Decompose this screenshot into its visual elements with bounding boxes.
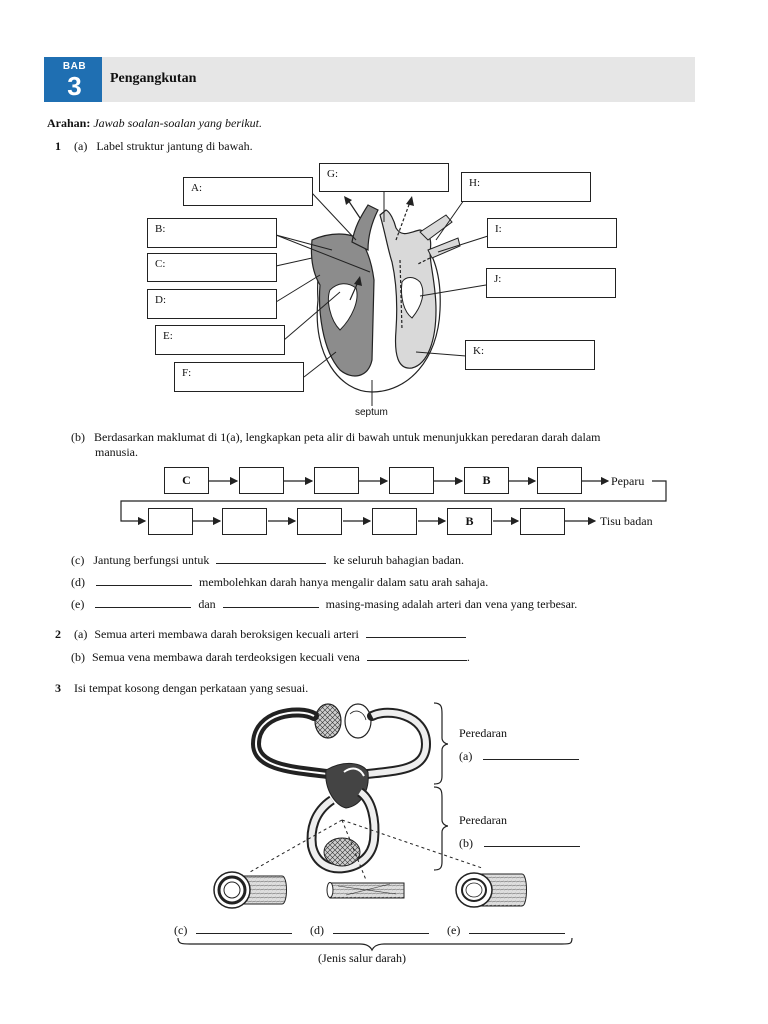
- q1b-label: (b): [71, 430, 85, 444]
- q2a-label: (a): [74, 627, 88, 641]
- q3e-blank[interactable]: [469, 923, 565, 934]
- q1b-text: Berdasarkan maklumat di 1(a), lengkapkan peta alir di bawah untuk menunjukkan peredaran darah dalam: [94, 430, 601, 444]
- q1-number: 1: [55, 139, 61, 153]
- q1e-label: (e): [71, 597, 85, 611]
- q1e-text-mid: dan: [198, 597, 216, 611]
- heart-label-k-text: K:: [473, 345, 484, 357]
- heart-label-i-text: I:: [495, 223, 502, 235]
- heart-label-e-text: E:: [163, 330, 173, 342]
- q3a-line: [459, 749, 579, 763]
- q2a-text: Semua arteri membawa darah beroksigen kecuali arteri: [94, 627, 359, 641]
- q1a-text: Label struktur jantung di bawah.: [96, 139, 253, 153]
- flow-box-r2-5[interactable]: B: [447, 508, 492, 535]
- septum-label: septum: [355, 407, 388, 418]
- heart-label-a-text: A:: [191, 182, 202, 194]
- q1c-text-after: ke seluruh bahagian badan.: [333, 553, 464, 567]
- heart-label-g-text: G:: [327, 168, 338, 180]
- flow-end-peparu: Peparu: [611, 474, 645, 488]
- q2-number: 2: [55, 627, 61, 641]
- q3d-line: [310, 923, 429, 937]
- chapter-title: Pengangkutan: [110, 71, 197, 86]
- heart-label-b-text: B:: [155, 223, 166, 235]
- chapter-badge-label: BAB: [62, 61, 87, 72]
- q3-peredaran-b: Peredaran: [459, 813, 507, 827]
- heart-label-d-text: D:: [155, 294, 166, 306]
- q2b-text: Semua vena membawa darah terdeoksigen kecuali vena: [92, 650, 360, 664]
- q3e-label: (e): [447, 923, 461, 937]
- heart-label-f-text: F:: [182, 367, 192, 379]
- heart-label-c-text: C:: [155, 258, 166, 270]
- q3b-line: [459, 836, 580, 850]
- q3-caption: (Jenis salur darah): [318, 951, 406, 965]
- q3e-line: [447, 923, 565, 937]
- q1d-text: membolehkan darah hanya mengalir dalam satu arah sahaja.: [199, 575, 489, 589]
- q3d-label: (d): [310, 923, 324, 937]
- q3-text: Isi tempat kosong dengan perkataan yang sesuai.: [74, 681, 309, 695]
- q3-number: 3: [55, 681, 61, 695]
- q3a-label: (a): [459, 749, 473, 763]
- q2b-label: (b): [71, 650, 85, 664]
- q1d-label: (d): [71, 575, 85, 589]
- q3-peredaran-a: Peredaran: [459, 726, 507, 740]
- q3a-blank[interactable]: [483, 749, 579, 760]
- flow-end-tisu-badan: Tisu badan: [600, 514, 653, 528]
- chapter-number: 3: [67, 71, 82, 101]
- q3d-blank[interactable]: [333, 923, 429, 934]
- q3b-blank[interactable]: [484, 836, 580, 847]
- q3c-line: [174, 923, 292, 937]
- q2b-end: .: [466, 650, 470, 664]
- flow-box-r1-1[interactable]: C: [164, 467, 209, 494]
- q1a-label: (a): [74, 139, 88, 153]
- flow-box-r1-5[interactable]: B: [464, 467, 509, 494]
- instructions-label: Arahan:: [47, 116, 91, 130]
- q3c-label: (c): [174, 923, 188, 937]
- q1c-label: (c): [71, 553, 85, 567]
- q3c-blank[interactable]: [196, 923, 292, 934]
- q1e-text-after: masing-masing adalah arteri dan vena yang terbesar.: [325, 597, 578, 611]
- instructions-text: Jawab soalan-soalan yang berikut.: [93, 116, 262, 130]
- q1c-text-before: Jantung berfungsi untuk: [93, 553, 210, 567]
- heart-label-h-text: H:: [469, 177, 480, 189]
- q3b-label: (b): [459, 836, 473, 850]
- heart-label-j-text: J:: [494, 273, 502, 285]
- q1b-line2: manusia.: [95, 445, 138, 459]
